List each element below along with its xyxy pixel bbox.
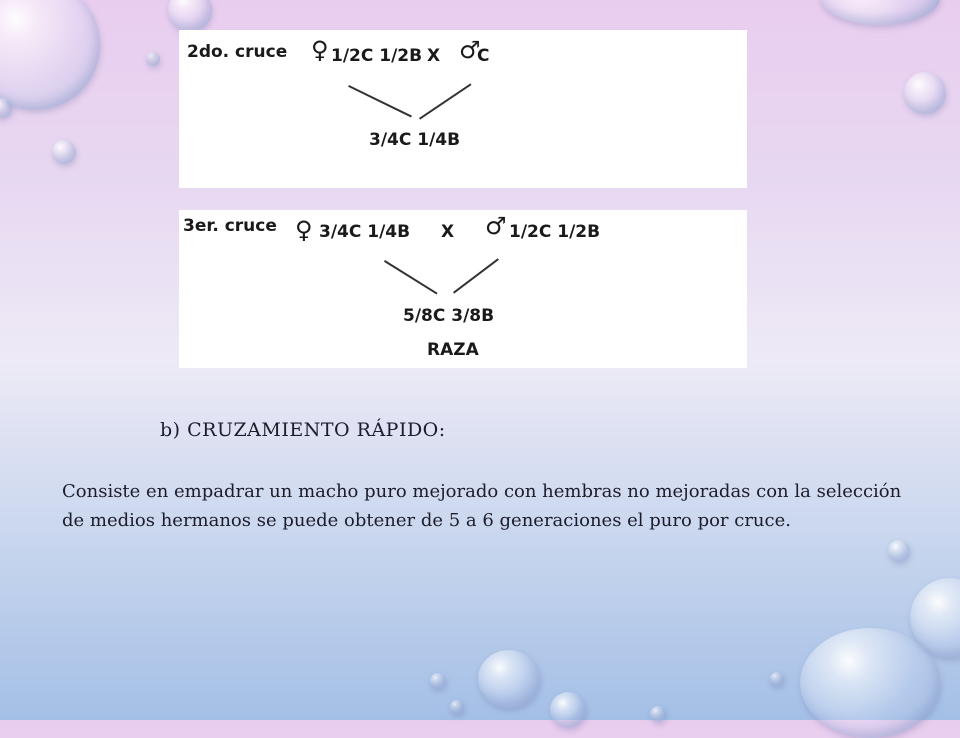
- bubble-decoration: [770, 672, 784, 686]
- cross-line-left: [384, 260, 437, 294]
- diagram-label: 2do. cruce: [187, 42, 288, 62]
- cross-diagram-3er: [179, 210, 747, 368]
- bubble-decoration: [550, 692, 586, 728]
- male-parts: C: [477, 46, 490, 66]
- section-body-text: Consiste en empadrar un macho puro mejorado con hembras no mejoradas con la selección de medios hermanos se puede obtener de 5 a 6 generaciones el puro por cruce.: [62, 481, 902, 531]
- cross-line-right: [453, 258, 499, 293]
- female-parts: 1/2C 1/2B: [331, 46, 423, 66]
- cross-symbol: X: [441, 222, 455, 242]
- cross-symbol: X: [427, 46, 441, 66]
- bubble-decoration: [800, 628, 940, 738]
- bubble-decoration: [168, 0, 212, 32]
- offspring: 3/4C 1/4B: [369, 130, 461, 150]
- bubble-decoration: [430, 673, 446, 689]
- bubble-decoration: [820, 0, 940, 25]
- result-label: RAZA: [427, 340, 479, 360]
- bubble-decoration: [52, 140, 76, 164]
- male-symbol-icon: ♂: [485, 212, 507, 240]
- bubble-decoration: [888, 540, 910, 562]
- bubble-decoration: [450, 700, 464, 714]
- cross-line-right: [419, 83, 471, 119]
- female-symbol-icon: ♀: [311, 36, 329, 64]
- bubble-decoration: [904, 72, 946, 114]
- diagram-label: 3er. cruce: [183, 216, 277, 236]
- cross-diagram-2do: [179, 30, 747, 188]
- offspring: 5/8C 3/8B: [403, 306, 495, 326]
- male-symbol-icon: ♂: [459, 36, 481, 64]
- bubble-decoration: [146, 52, 160, 66]
- female-symbol-icon: ♀: [295, 216, 313, 244]
- bubble-decoration: [0, 0, 100, 110]
- cross-line-left: [348, 85, 412, 117]
- section-heading: b) CRUZAMIENTO RÁPIDO:: [160, 419, 446, 441]
- female-parts: 3/4C 1/4B: [319, 222, 411, 242]
- bubble-decoration: [478, 650, 540, 708]
- male-parts: 1/2C 1/2B: [509, 222, 601, 242]
